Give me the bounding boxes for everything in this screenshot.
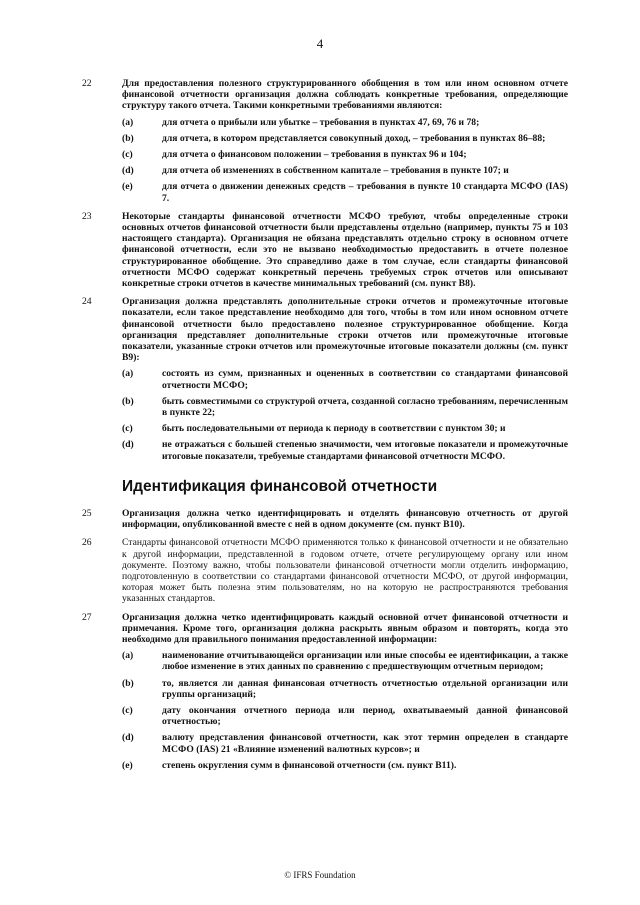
list-item-text: состоять из сумм, признанных и оцененных в соответствии со стандартами финансовой отчетности МСФО; bbox=[162, 368, 568, 391]
list-item-text: быть совместимыми со структурой отчета, созданной согласно требованиям, перечисленным в пункте 22; bbox=[162, 395, 568, 419]
list-item bbox=[122, 368, 568, 390]
list-item bbox=[122, 165, 568, 176]
list-item-label: (d) bbox=[122, 732, 134, 744]
paragraph-text: Организация должна четко идентифицировать каждый основной отчет финансовой отчетности и примечания. Кроме того, организация должна раскрыть явным образом и повторять, когда это необходимо для правильного понимания предоставленной информации: bbox=[122, 611, 568, 645]
list-item-label: (a) bbox=[122, 116, 134, 128]
list-item bbox=[122, 678, 568, 700]
list-item bbox=[122, 439, 568, 461]
list-item bbox=[122, 423, 568, 434]
list-item bbox=[122, 705, 568, 727]
paragraph-text: Организация должна четко идентифицировать и отделять финансовую отчетность от другой информации, опубликованной вместе с ней в одном документе (см. пункт B10). bbox=[122, 507, 568, 531]
paragraph-number: 22 bbox=[82, 78, 92, 89]
list-item bbox=[122, 396, 568, 418]
paragraph-number: 26 bbox=[82, 537, 92, 549]
list-item-text: дату окончания отчетного периода или период, охватываемый данной финансовой отчетностью; bbox=[162, 704, 568, 728]
paragraph-text: Стандарты финансовой отчетности МСФО применяются только к финансовой отчетности и не обязательно к другой информации, представленной в годовом отчете, отчете регулирующему органу или ином документе. Поэтому важно, чтобы пользователи финансовой отчетности могли отделить информацию, подготовленную в соответствии со стандартами финансовой отчетности МСФО, от другой информации, которая может быть полезна этим пользователям, но на которую не распространяются требования указанных стандартов. bbox=[122, 537, 568, 605]
list-item-label: (e) bbox=[122, 181, 133, 193]
list-item-text: для отчета о движении денежных средств – требования в пункте 10 стандарта МСФО (IAS) 7. bbox=[162, 181, 568, 204]
list-item-label: (e) bbox=[122, 759, 133, 771]
list-item-label: (b) bbox=[122, 395, 134, 407]
list-item-text: наименование отчитывающейся организации или иные способы ее идентификации, а также любое изменение в этих данных по сравнению с предшествующим отчетным периодом; bbox=[162, 650, 568, 673]
list-item bbox=[122, 117, 568, 128]
list-item-label: (d) bbox=[122, 165, 134, 177]
paragraph-24 bbox=[82, 296, 568, 462]
paragraph-22 bbox=[82, 78, 568, 204]
list-item-text: для отчета о финансовом положении – требования в пунктах 96 и 104; bbox=[162, 149, 467, 161]
list-item-label: (c) bbox=[122, 149, 133, 161]
list-item-text: то, является ли данная финансовая отчетность отчетностью отдельной организации или группы организаций; bbox=[162, 677, 568, 700]
list-item bbox=[122, 181, 568, 203]
paragraph-number: 27 bbox=[82, 611, 92, 623]
list-item bbox=[122, 760, 568, 771]
list-item-text: степень округления сумм в финансовой отчетности (см. пункт B11). bbox=[162, 759, 457, 771]
list-item-label: (b) bbox=[122, 677, 134, 689]
list-item-text: для отчета, в котором представляется совокупный доход, – требования в пунктах 86–88; bbox=[162, 132, 546, 144]
list-item-text: быть последовательными от периода к периоду в соответствии с пунктом 30; и bbox=[162, 423, 506, 435]
list-item bbox=[122, 149, 568, 160]
paragraph-text: Организация должна представлять дополнительные строки отчетов и промежуточные итоговые показатели, если такое представление необходимо для того, чтобы в том или ином основном отчете финансовой отчетности было предоставлено полезное структурированное обобщение. Когда организация представляет дополнительные строки отчетов или промежуточные итоговые показатели, указанные строки отчетов или промежуточные итоговые показатели должны (см. пункт B9): bbox=[122, 296, 568, 364]
paragraph-number: 24 bbox=[82, 296, 92, 308]
paragraph-number: 23 bbox=[82, 210, 92, 222]
list-item-label: (c) bbox=[122, 704, 133, 716]
paragraph-25 bbox=[82, 508, 568, 530]
paragraph-number: 25 bbox=[82, 507, 92, 519]
list-item-text: для отчета о прибыли или убытке – требования в пунктах 47, 69, 76 и 78; bbox=[162, 116, 480, 128]
list-item-label: (a) bbox=[122, 650, 134, 662]
paragraph-text: Для предоставления полезного структурированного обобщения в том или ином основном отчете финансовой отчетности организация должна соблюдать конкретные требования, определяющие структуру такого отчета. Такими конкретными требованиями являются: bbox=[122, 78, 568, 112]
footer-copyright: © IFRS Foundation bbox=[284, 870, 356, 880]
paragraph-text: Некоторые стандарты финансовой отчетности МСФО требуют, чтобы определенные строки основных отчетов финансовой отчетности были представлены отдельно (например, пункты 75 и 103 настоящего стандарта). Организация не обязана представлять отдельно строку в основном отчете финансовой отчетности, если это не вызвано необходимостью предоставить в отчете полезное структурированное обобщение. Это справедливо даже в том случае, если стандарты финансовой отчетности МСФО содержат конкретный перечень требуемых строк отчетов или описывают конкретные строки отчетов в качестве минимальных требований (см. пункт B8). bbox=[122, 210, 568, 290]
list-item bbox=[122, 133, 568, 144]
list-item-label: (a) bbox=[122, 368, 134, 380]
list-item-text: не отражаться с большей степенью значимости, чем итоговые показатели и промежуточные итоговые показатели, требуемые стандартами финансовой отчетности МСФО. bbox=[162, 439, 568, 462]
list-item-text: валюту представления финансовой отчетности, как этот термин определен в стандарте МСФО (IAS) 21 «Влияние изменений валютных курсов»; и bbox=[162, 732, 568, 755]
paragraph-27 bbox=[82, 612, 568, 771]
section-heading: Идентификация финансовой отчетности bbox=[122, 477, 438, 495]
list-item bbox=[122, 732, 568, 754]
document-body bbox=[82, 78, 568, 778]
page-number: 4 bbox=[316, 36, 324, 51]
paragraph-26 bbox=[82, 537, 568, 604]
list-item-label: (c) bbox=[122, 423, 133, 435]
list-item-text: для отчета об изменениях в собственном капитале – требования в пункте 107; и bbox=[162, 165, 509, 177]
list-item-label: (b) bbox=[122, 132, 134, 144]
list-item-label: (d) bbox=[122, 439, 134, 451]
list-item bbox=[122, 650, 568, 672]
paragraph-23 bbox=[82, 211, 568, 289]
